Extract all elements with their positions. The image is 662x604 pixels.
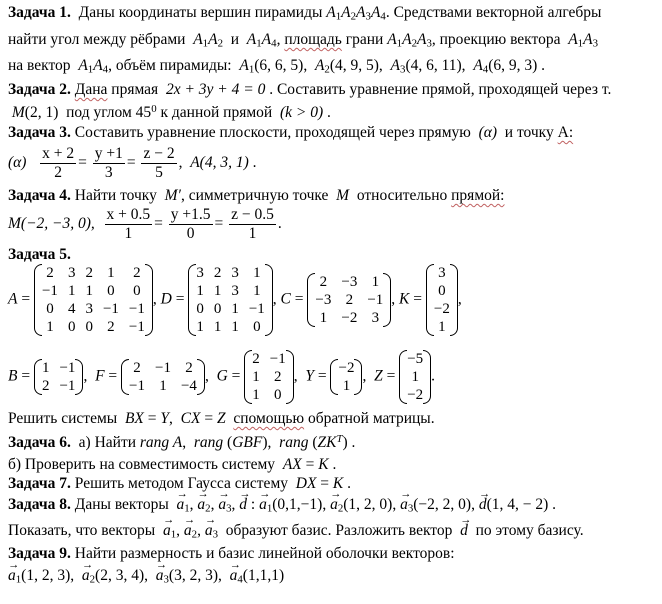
task7-line: Задача 7. Решить методом Гаусса систему DX = K . [8, 475, 352, 492]
task8-title: Задача 8. [8, 496, 71, 513]
task3-line1: Задача 3. Составить уравнение плоскости, проходящей через прямую (α) и точку А: [8, 124, 574, 141]
matrix-cell: 2 [46, 265, 54, 281]
task1-line2: найти угол между рёбрами $A_1A_2$ и $A_1A_4$, площадь грани $A_1A_2A_3$, проекцию вектора $A_1A_3$ [8, 31, 598, 50]
matrix-cell: 2 [107, 319, 115, 335]
matrix-cell: −1 [59, 360, 76, 376]
matrix-cell: 2 [319, 274, 328, 290]
task4-line2: M(−2, −3, 0), $\frac{x + 0.5}{1}$ = $\frac{y +1.5}{0}$ = $\frac{z - 0.5}{1}$ . [8, 206, 282, 242]
matrix-cell: 0 [67, 319, 76, 335]
matrix-cell: 2 [41, 378, 50, 394]
task9-title: Задача 9. [8, 545, 71, 562]
matrix-cell: 2 [85, 265, 93, 281]
matrix-cell: 2 [274, 369, 282, 385]
matrix-cell: −5 [407, 351, 424, 367]
matrix-cell: −2 [433, 301, 450, 317]
matrix-cell: −3 [315, 292, 332, 308]
matrix-cell: 0 [274, 387, 282, 403]
matrix-cell: −1 [128, 301, 145, 317]
matrix-cell: 0 [253, 319, 261, 335]
matrix-G [247, 350, 290, 404]
matrix-D [191, 264, 269, 336]
matrix-cell: 2 [252, 351, 260, 367]
task5-matrices-row2: B = 1 −1 2 −1 , F = 2 −1 2 −1 1 −4 , G = 2 −1 1 2 1 0 , Y = −2 1 , Z = −5 1 −2 . [8, 351, 436, 403]
matrix-cell: −1 [155, 360, 171, 376]
matrix-cell: 0 [133, 283, 141, 299]
matrix-cell: 1 [85, 283, 93, 299]
matrix-K [429, 264, 455, 336]
task3-frac-y: $\frac{y +1}{3}$ [94, 145, 123, 181]
matrix-cell: 3 [371, 310, 380, 326]
matrix-cell: 1 [159, 378, 167, 394]
matrix-cell: 2 [133, 265, 141, 281]
matrix-cell: 2 [133, 360, 141, 376]
matrix-cell: −2 [338, 360, 355, 376]
matrix-cell: −4 [180, 378, 197, 394]
matrix-cell: 1 [41, 360, 50, 376]
matrix-Y [333, 359, 359, 395]
matrix-cell: 1 [107, 265, 115, 281]
matrix-cell: 0 [438, 283, 446, 299]
matrix-cell: −2 [407, 387, 424, 403]
matrix-C [310, 273, 388, 327]
matrix-cell: −2 [341, 310, 358, 326]
matrix-cell: 1 [371, 274, 380, 290]
matrix-cell: 1 [342, 378, 351, 394]
task9-line2: → $a_1(1$, 2, 3), → $a_2(2$, 3, 4), → $a_3(3$, 2, 3), → $a_4(1,1,1)$ [8, 567, 284, 585]
matrix-cell: −1 [129, 378, 145, 394]
task5-title-line [8, 246, 71, 264]
matrix-cell: 1 [319, 310, 328, 326]
task2-title: Задача 2. [8, 81, 71, 98]
matrix-cell: 0 [85, 319, 93, 335]
matrix-cell: 1 [411, 369, 419, 385]
matrix-cell: 3 [196, 265, 204, 281]
matrix-cell: 1 [67, 283, 76, 299]
matrix-cell: 2 [345, 292, 354, 308]
matrix-cell: 1 [438, 319, 446, 335]
matrix-cell: −1 [102, 301, 119, 317]
matrix-cell: 1 [46, 319, 54, 335]
task1-line1: Задача 1. Даны координаты вершин пирамиды $A_1A_2A_3A_4$. Средствами векторной алгебры [8, 4, 602, 23]
task3-line2: (α) $\frac{x + 2}{2}$ = $\frac{y +1}{3}$ = $\frac{z - 2}{5}$ , A(4, 3, 1) . [8, 145, 257, 181]
matrix-cell: 1 [213, 283, 222, 299]
matrix-cell: 0 [196, 301, 204, 317]
matrix-cell: 2 [213, 265, 222, 281]
task5-solve-line: Решить системы BX = Y, CX = Z спомощью обратной матрицы. [8, 410, 435, 427]
matrix-cell: 1 [213, 319, 222, 335]
matrix-cell: 1 [196, 319, 204, 335]
matrix-cell: 1 [252, 387, 260, 403]
task6-title: Задача 6. [8, 434, 71, 451]
matrix-cell: −1 [59, 378, 76, 394]
task6-line1: Задача 6. а) Найти rang A, rang (GBF), rang $(ZK^T)$ . [8, 433, 356, 451]
task2-line1: Задача 2. Дана прямая 2x + 3y + 4 = 0 . Составить уравнение прямой, проходящей через т. [8, 81, 612, 98]
matrix-cell: 1 [196, 283, 204, 299]
task7-title: Задача 7. [8, 475, 71, 492]
matrix-Z [402, 350, 428, 404]
matrix-cell: 0 [213, 301, 222, 317]
task8-line1: Задача 8. Даны векторы → $a_1$, → $a_2$, → $a_3$, → d : → $a_1(0,1,-1)$, → $a_2(1$, 2, 0), → $a_3(-2$, 2, 0), → d(1, 4, − 2) . [8, 496, 556, 514]
matrix-cell: 1 [252, 369, 260, 385]
task8-line2: Показать, что векторы → $a_1$, → $a_2$, → $a_3$ образуют базис. Разложить вектор → d по этому базису. [8, 522, 584, 540]
task3-frac-z: $\frac{z - 2}{5}$ [143, 145, 175, 181]
matrix-cell: 1 [253, 283, 261, 299]
matrix-cell: −1 [248, 301, 265, 317]
matrix-cell: 3 [231, 265, 239, 281]
matrix-cell: 1 [231, 319, 239, 335]
matrix-A [37, 264, 150, 336]
task6-line2: б) Проверить на совместимость систему AX = K . [8, 456, 337, 473]
task2-line2: M(2, 1) под углом $45^0$ к данной прямой (k > 0) . [11, 103, 331, 121]
matrix-cell: 1 [253, 265, 261, 281]
task9-line1: Задача 9. Найти размерность и базис линейной оболочки векторов: [8, 545, 455, 562]
matrix-cell: −1 [41, 283, 58, 299]
task1-line3: на вектор $A_1A_4$, объём пирамиды: $A_1(6$, 6, 5), $A_2(4$, 9, 5), $A_3(4$, 6, 11), $A_4(6$, 9, 3) . [8, 57, 546, 76]
matrix-B [37, 359, 80, 395]
task1-title: Задача 1. [8, 4, 71, 21]
task4-line1: Задача 4. Найти точку M′, симметричную точке M относительно прямой: [8, 187, 505, 204]
task5-matrices-row1: A = 2 3 2 1 2 −1 1 1 0 0 0 4 3 −1 −1 1 0 0 2 −1 , D = 3 2 3 1 1 1 3 1 0 0 1 −1 1 1 1 0 , C = 2 −3 1 −3 2 −1 1 −2 3 , K = 3 0 −2 1 , [8, 265, 462, 335]
task5-title: Задача 5. [8, 246, 71, 263]
matrix-cell: −1 [128, 319, 145, 335]
matrix-cell: 2 [185, 360, 193, 376]
matrix-cell: 3 [85, 301, 93, 317]
task4-title: Задача 4. [8, 187, 71, 204]
matrix-cell: 3 [231, 283, 239, 299]
matrix-cell: 3 [438, 265, 446, 281]
matrix-cell: 0 [107, 283, 115, 299]
matrix-cell: −1 [367, 292, 384, 308]
matrix-cell: −3 [341, 274, 358, 290]
matrix-cell: 1 [231, 301, 239, 317]
matrix-cell: 4 [67, 301, 76, 317]
matrix-F [124, 359, 202, 395]
matrix-cell: −1 [269, 351, 286, 367]
matrix-cell: 3 [67, 265, 76, 281]
task3-frac-x: $\frac{x + 2}{2}$ [42, 145, 75, 181]
matrix-cell: 0 [46, 301, 54, 317]
task3-title: Задача 3. [8, 124, 71, 141]
